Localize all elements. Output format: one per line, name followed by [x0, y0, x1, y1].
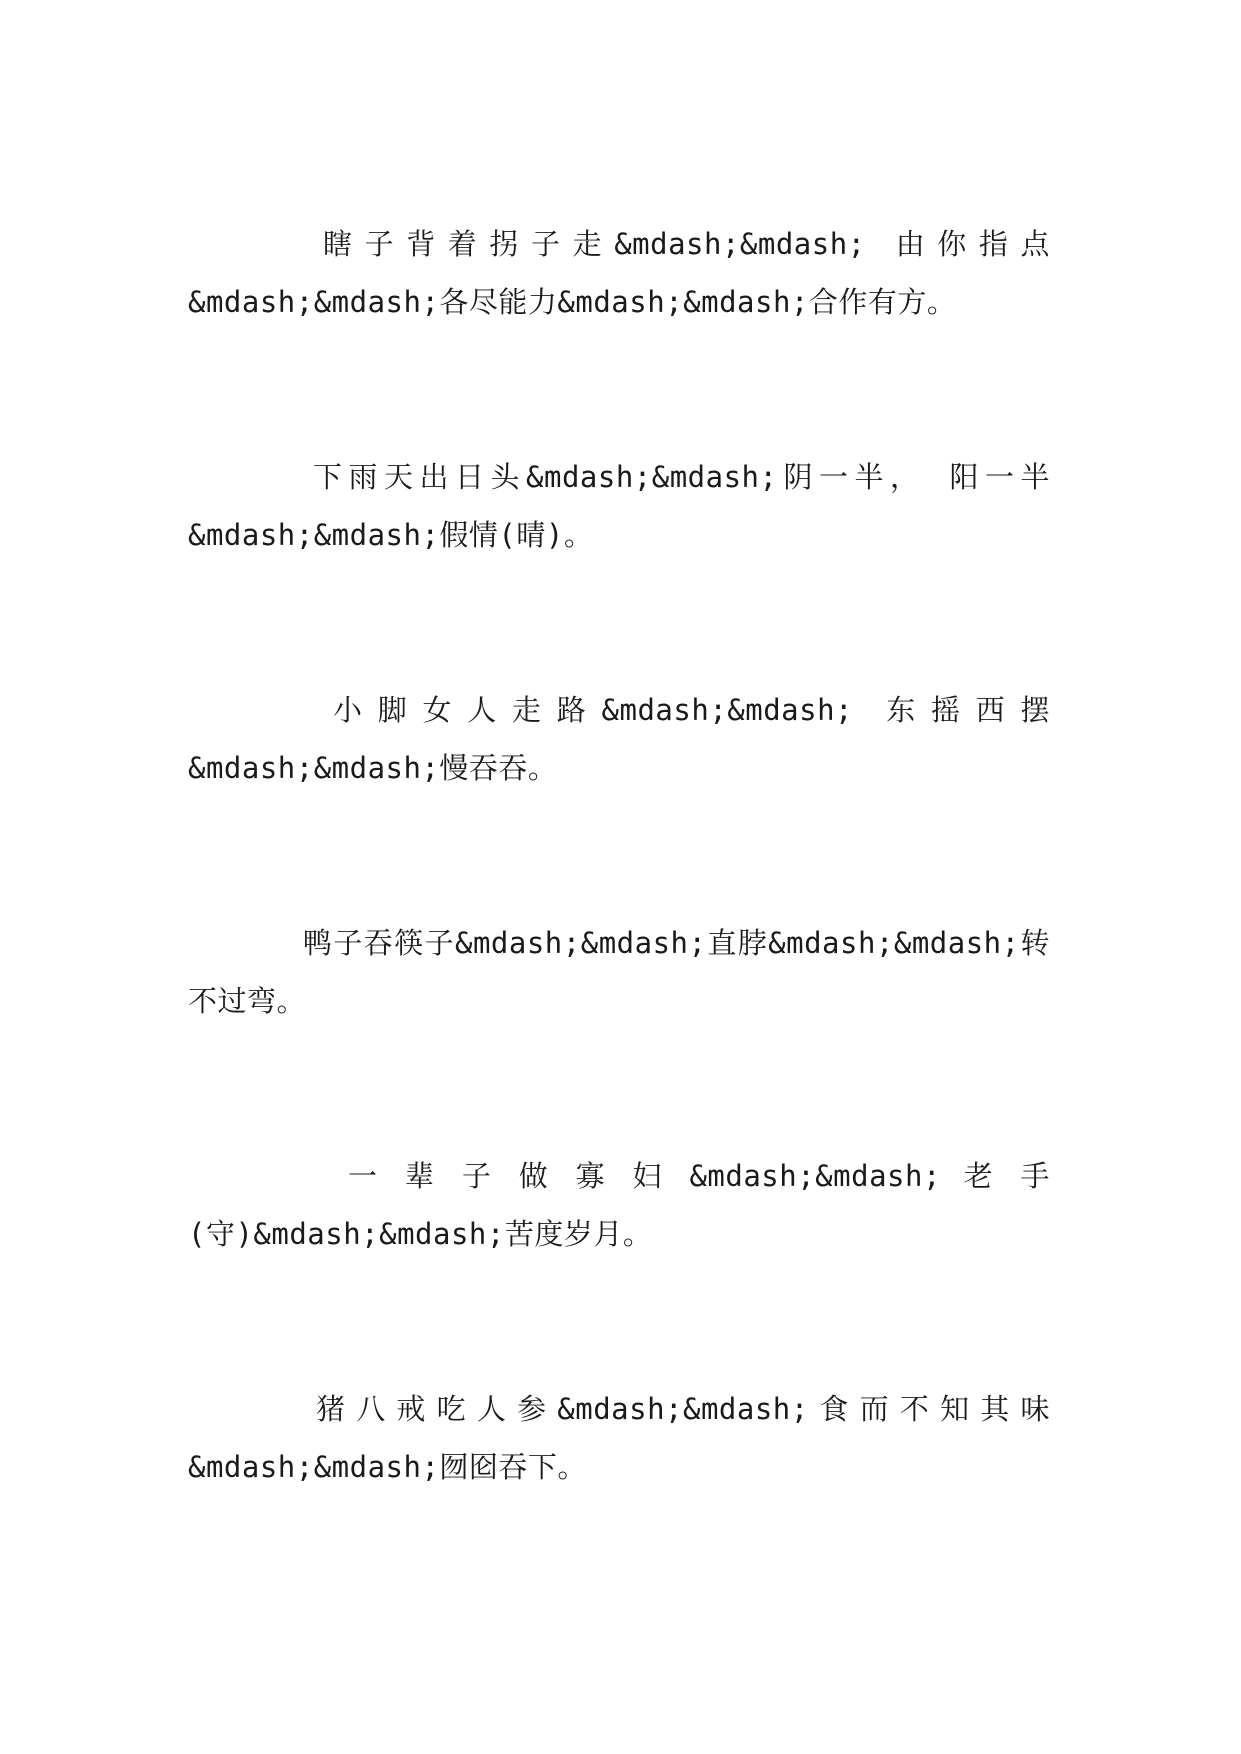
paragraph-4: [188, 914, 1050, 1030]
paragraph-4-line-1: 鸭子吞筷子&mdash;&mdash;直脖&mdash;&mdash;转: [303, 926, 1050, 960]
paragraph-2-line-2: &mdash;&mdash;假情(晴)。: [188, 518, 594, 552]
paragraph-5: [188, 1147, 1050, 1263]
paragraph-3-line-1: 小脚女人走路&mdash;&mdash; 东摇西摆: [333, 693, 1050, 727]
paragraph-5-line-2: (守)&mdash;&mdash;苦度岁月。: [188, 1217, 653, 1251]
paragraph-3: [188, 681, 1050, 797]
paragraph-6: [188, 1380, 1050, 1496]
paragraph-2: [188, 448, 1050, 564]
paragraph-5-line-1: 一 辈 子 做 寡 妇 &mdash;&mdash; 老 手: [348, 1159, 1050, 1193]
paragraph-3-line-2: &mdash;&mdash;慢吞吞。: [188, 751, 558, 785]
paragraph-1-line-1: 瞎子背着拐子走&mdash;&mdash; 由你指点: [323, 227, 1050, 261]
paragraph-6-line-1: 猪八戒吃人参&mdash;&mdash;食而不知其味: [316, 1392, 1050, 1426]
paragraph-1: [188, 215, 1050, 331]
paragraph-4-line-2: 不过弯。: [188, 984, 307, 1018]
paragraph-2-line-1: 下雨天出日头&mdash;&mdash;阴一半， 阳一半: [313, 460, 1050, 494]
paragraph-6-line-2: &mdash;&mdash;囫囵吞下。: [188, 1450, 587, 1484]
paragraph-1-line-2: &mdash;&mdash;各尽能力&mdash;&mdash;合作有方。: [188, 285, 957, 319]
